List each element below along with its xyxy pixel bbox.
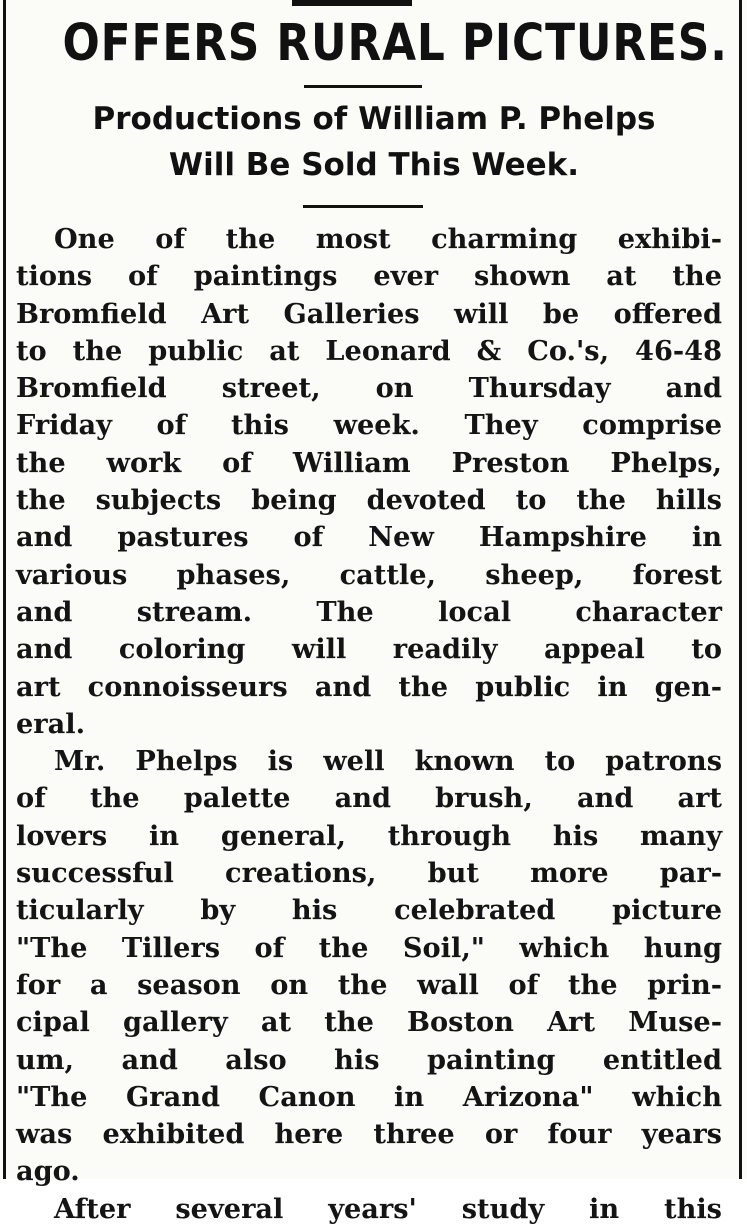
paragraph-2-line: was exhibited here three or four years (16, 1118, 722, 1151)
paragraph-1-line: Bromfield street, on Thursday and (16, 372, 722, 405)
subheadline-line: Will Be Sold This Week. (168, 147, 580, 183)
paragraph-2-line: "The Tillers of the Soil," which hung (16, 931, 722, 964)
subheadline-line: Productions of William P. Phelps (92, 101, 656, 137)
paragraph-1-line: Friday of this week. They comprise (16, 409, 722, 442)
paragraph-2-line: Mr. Phelps is well known to patrons (54, 745, 722, 778)
paragraph-2-line: of the palette and brush, and art (16, 782, 722, 815)
paragraph-1-line: and stream. The local character (16, 595, 722, 628)
column-rule-left (3, 0, 6, 1179)
paragraph-2-line: ago. (16, 1155, 80, 1188)
paragraph-1-line: One of the most charming exhibi- (54, 223, 722, 255)
subheadline-divider (303, 205, 423, 208)
paragraph-2-line: for a season on the wall of the prin- (16, 968, 722, 1001)
paragraph-1-line: art connoisseurs and the public in gen- (16, 670, 722, 703)
headline: OFFERS RURAL PICTURES. (62, 14, 728, 73)
paragraph-2-line: successful creations, but more par- (16, 857, 722, 890)
paragraph-1-line: and coloring will readily appeal to (16, 633, 722, 666)
subheadline (14, 96, 734, 188)
paragraph-2-line: um, and also his painting entitled (16, 1043, 722, 1076)
paragraph-2-line: lovers in general, through his many (16, 819, 722, 852)
paragraph-2-line: cipal gallery at the Boston Art Muse- (16, 1006, 722, 1039)
paragraph-1-line: the work of William Preston Phelps, (16, 446, 722, 479)
paragraph-1-line: Bromfield Art Galleries will be offered (16, 297, 722, 330)
paragraph-1-line: various phases, cattle, sheep, forest (16, 558, 722, 591)
paragraph-1-line: eral. (16, 707, 86, 740)
top-rule (292, 0, 412, 6)
paragraph-1-line: and pastures of New Hampshire in (16, 521, 722, 554)
paragraph-1-line: tions of paintings ever shown at the (16, 260, 722, 293)
paragraph-1-line: to the public at Leonard & Co.'s, 46-48 (16, 334, 722, 367)
article-body (16, 221, 722, 1225)
paragraph-2-line: "The Grand Canon in Arizona" which (16, 1080, 722, 1113)
paragraph-1-line: the subjects being devoted to the hills (16, 484, 722, 517)
paragraph-3-line: After several years' study in this (54, 1192, 722, 1225)
column-rule-right (739, 0, 742, 1179)
headline-divider (304, 85, 422, 88)
paragraph-2-line: ticularly by his celebrated picture (16, 894, 722, 927)
